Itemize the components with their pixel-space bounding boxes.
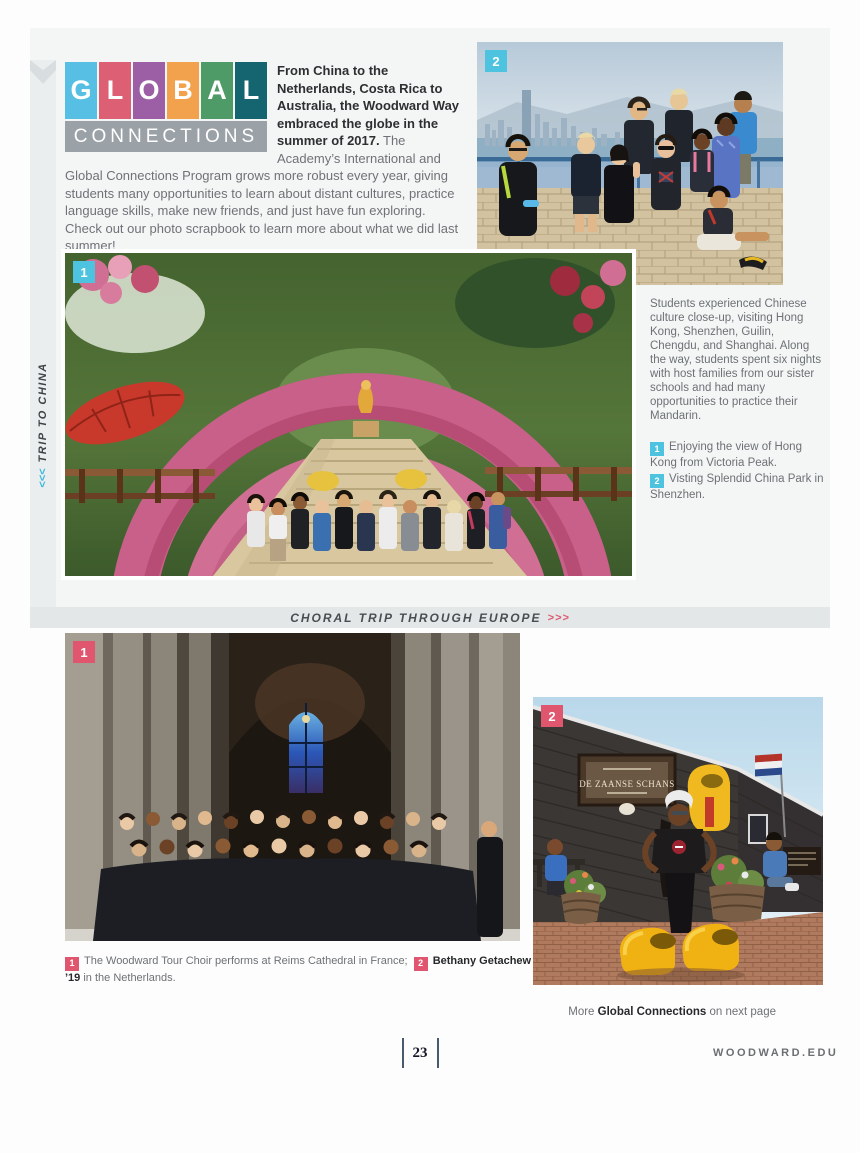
- logo-tile-b: B: [167, 62, 199, 119]
- europe-section-band: [30, 607, 830, 628]
- svg-text:DE ZAANSE SCHANS: DE ZAANSE SCHANS: [579, 779, 675, 789]
- europe-heading: CHORAL TRIP THROUGH EUROPE: [290, 610, 542, 625]
- logo-tile-l1: L: [99, 62, 131, 119]
- zaanse-schans-illustration: [533, 697, 823, 985]
- caption-number-badge: 1: [65, 957, 79, 971]
- china-caption-2: 2 Visting Splendid China Park in Shenzhen.: [650, 473, 824, 501]
- intro-block: [65, 62, 465, 255]
- china-body: Students experienced Chinese culture close-up, visiting Hong Kong, Shenzhen, Guilin, Chengdu, and Shanghai. Along the way, students spent six nights with host families from our sister schools and had many opportunities to practice their Mandarin.: [650, 298, 822, 422]
- logo-tile-l2: L: [235, 62, 267, 119]
- intro-lede: From China to the Netherlands, Costa Rica to Australia, the Woodward Way embraced the globe in the summer of 2017.: [277, 63, 460, 148]
- logo-letter-tiles: [65, 62, 267, 119]
- cathedral-choir-illustration: [65, 633, 520, 941]
- window: [749, 815, 767, 843]
- europe-caption: 1 The Woodward Tour Choir performs at Reims Cathedral in France; 2 Bethany Getachew ’19 in the Netherlands.: [65, 955, 532, 984]
- more-on-next-page: More Global Connections on next page: [568, 1006, 776, 1018]
- logo-tile-a: A: [201, 62, 233, 119]
- conductor: [477, 821, 503, 937]
- intro-body: The Academy’s International and Global Connections Program grows more robust every year, giving students many opportunities to learn about distant cultures, practice language skills, make new friends, and just have fun exploring. Check out our photo scrapbook to learn more about what we did last summer!: [65, 133, 459, 253]
- caption-number-badge: 1: [650, 442, 664, 456]
- photo-badge: 2: [541, 705, 563, 727]
- page-number-rule: [402, 1038, 404, 1068]
- photo-zaanse-schans: [533, 697, 823, 985]
- global-connections-logo: [65, 62, 267, 152]
- photo-badge: 1: [73, 641, 95, 663]
- china-section-text: [650, 297, 826, 502]
- logo-tile-g: G: [65, 62, 97, 119]
- choir-robes: [93, 858, 481, 941]
- page-number-block: [396, 1037, 444, 1069]
- photo-badge: 1: [73, 261, 95, 283]
- right-arrows-icon: >>>: [547, 611, 570, 624]
- photo-reims-cathedral-choir: [65, 633, 520, 941]
- menu-board: [783, 847, 821, 875]
- china-caption-1: 1 Enjoying the view of Hong Kong from Victoria Peak.: [650, 441, 802, 469]
- logo-tile-o: O: [133, 62, 165, 119]
- side-tab-label: TRIP TO CHINA: [37, 362, 49, 463]
- photo-badge: 2: [485, 50, 507, 72]
- student-name: Bethany Getachew ’19: [65, 955, 532, 984]
- side-tab-trip-to-china: [37, 362, 49, 487]
- website-footer: WOODWARD.EDU: [713, 1047, 839, 1059]
- page-number: 23: [412, 1044, 428, 1061]
- caption-number-badge: 2: [650, 474, 664, 488]
- side-ribbon: [30, 60, 56, 610]
- caption-number-badge: 2: [414, 957, 428, 971]
- wall-clog-icon: [688, 764, 730, 831]
- photo-splendid-china-park: [61, 249, 636, 580]
- yellow-flowers: [307, 471, 339, 491]
- page-number-rule: [437, 1038, 439, 1068]
- flower-arch-illustration: [65, 253, 632, 576]
- zaanse-schans-sign: [579, 755, 675, 815]
- left-arrows-icon: <<<: [37, 468, 49, 488]
- logo-subtitle: CONNECTIONS: [65, 121, 267, 152]
